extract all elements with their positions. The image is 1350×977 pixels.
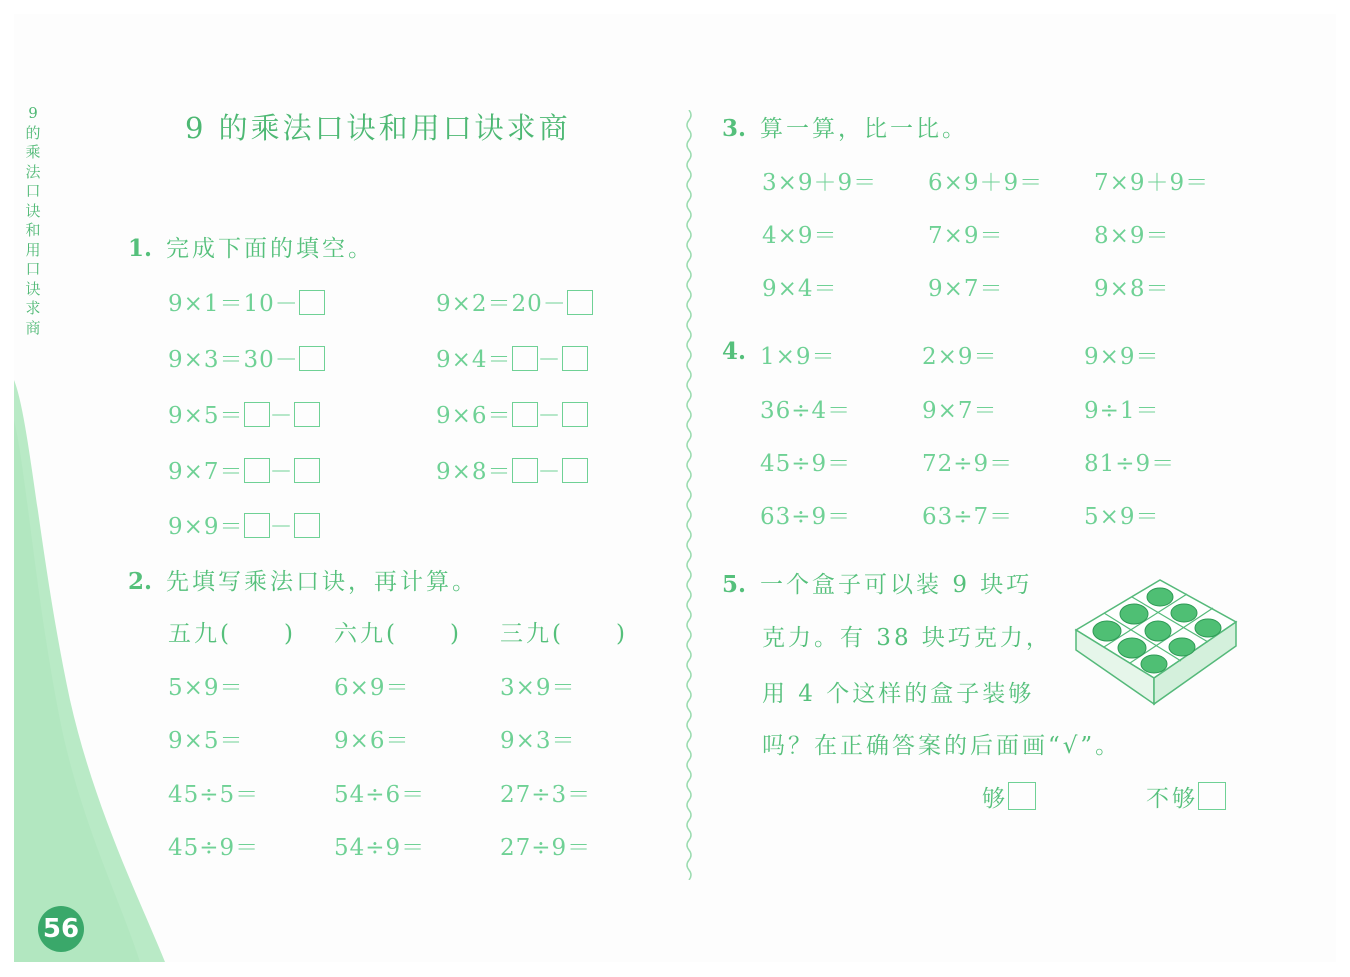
q5-option-no xyxy=(1146,780,1226,813)
q2-cell-r1-c3: 三九( ) xyxy=(500,621,628,647)
q1-item-4 xyxy=(436,341,588,374)
answer-box[interactable] xyxy=(562,458,588,483)
q2-cell-r4-c3: 27÷3＝ xyxy=(500,782,592,808)
q1-item-1 xyxy=(168,285,325,318)
q5-option-yes xyxy=(982,780,1036,813)
q3-cell-r3-c2: 9×7＝ xyxy=(928,276,1004,302)
chocolate-box-illustration xyxy=(1074,578,1239,708)
minus-sign: － xyxy=(537,347,562,373)
minus-sign: － xyxy=(269,403,294,429)
q4-cell-r4-c2: 63÷7＝ xyxy=(922,504,1014,530)
q2-cell-r4-c1: 45÷5＝ xyxy=(168,782,260,808)
q4-cell-r2-c3: 9÷1＝ xyxy=(1084,398,1160,424)
answer-box[interactable] xyxy=(512,346,538,371)
q1-item-7-text: 9×7＝ xyxy=(168,459,244,485)
q1-item-6 xyxy=(436,397,588,430)
q1-item-9-text: 9×9＝ xyxy=(168,514,244,540)
workbook-page xyxy=(14,14,1336,962)
answer-box[interactable] xyxy=(244,513,270,538)
side-title-char: 求 xyxy=(25,299,41,317)
q2-text: 先填写乘法口诀，再计算。 xyxy=(166,569,479,595)
answer-box-yes[interactable] xyxy=(1008,782,1036,810)
side-title-char: 口 xyxy=(25,260,41,278)
q3-heading xyxy=(722,110,968,143)
q5-text-1: 一个盒子可以装 9 块巧 xyxy=(760,572,1033,598)
q2-cell-r5-c3: 27÷9＝ xyxy=(500,835,592,861)
q2-cell-r2-c2: 6×9＝ xyxy=(334,675,410,701)
q2-cell-r3-c1: 9×5＝ xyxy=(168,728,244,754)
side-title-char: 口 xyxy=(25,182,41,200)
side-title-char: 的 xyxy=(25,123,41,142)
q3-text: 算一算，比一比。 xyxy=(760,116,969,142)
q3-number: 3. xyxy=(722,115,747,142)
minus-sign: － xyxy=(269,459,294,485)
answer-box[interactable] xyxy=(294,402,320,427)
side-title-char: 9 xyxy=(28,104,38,122)
q3-cell-r2-c1: 4×9＝ xyxy=(762,223,838,249)
q4-cell-r1-c1: 1×9＝ xyxy=(760,344,836,370)
q3-cell-r3-c1: 9×4＝ xyxy=(762,276,838,302)
q5-line-1 xyxy=(722,566,1032,599)
q1-item-2 xyxy=(436,285,593,318)
q1-item-7 xyxy=(168,453,320,486)
q1-number: 1. xyxy=(128,235,153,262)
minus-sign: － xyxy=(537,403,562,429)
q4-cell-r1-c2: 2×9＝ xyxy=(922,344,998,370)
q1-item-5 xyxy=(168,397,320,430)
answer-box[interactable] xyxy=(294,513,320,538)
answer-box[interactable] xyxy=(244,458,270,483)
q3-cell-r1-c3: 7×9＋9＝ xyxy=(1094,170,1210,196)
q2-heading xyxy=(128,563,478,596)
column-divider xyxy=(684,110,694,880)
answer-box-no[interactable] xyxy=(1198,782,1226,810)
side-title-char: 商 xyxy=(25,318,41,337)
q5-number: 5. xyxy=(722,571,747,598)
q1-text: 完成下面的填空。 xyxy=(166,236,375,262)
q1-item-1-text: 9×1＝10－ xyxy=(168,291,299,317)
answer-box[interactable] xyxy=(512,402,538,427)
side-title-char: 法 xyxy=(25,162,41,181)
minus-sign: － xyxy=(537,459,562,485)
answer-box[interactable] xyxy=(562,346,588,371)
q3-cell-r2-c2: 7×9＝ xyxy=(928,223,1004,249)
q4-cell-r4-c1: 63÷9＝ xyxy=(760,504,852,530)
side-title-char: 乘 xyxy=(25,143,41,161)
q1-item-4-text: 9×4＝ xyxy=(436,347,512,373)
q5-line-2: 克力。有 38 块巧克力， xyxy=(762,625,1052,651)
option-no-label: 不够 xyxy=(1146,786,1198,812)
q3-cell-r3-c3: 9×8＝ xyxy=(1094,276,1170,302)
q1-item-8-text: 9×8＝ xyxy=(436,459,512,485)
q5-line-4: 吗？在正确答案的后面画“√”。 xyxy=(762,733,1122,759)
q2-cell-r4-c2: 54÷6＝ xyxy=(334,782,426,808)
q2-cell-r5-c2: 54÷9＝ xyxy=(334,835,426,861)
q4-cell-r3-c1: 45÷9＝ xyxy=(760,451,852,477)
q4-heading xyxy=(722,338,760,365)
q1-item-5-text: 9×5＝ xyxy=(168,403,244,429)
q1-item-3-text: 9×3＝30－ xyxy=(168,347,299,373)
q1-heading xyxy=(128,230,374,263)
q2-cell-r2-c3: 3×9＝ xyxy=(500,675,576,701)
q4-cell-r2-c2: 9×7＝ xyxy=(922,398,998,424)
page-number: 56 xyxy=(38,906,84,952)
side-vertical-title xyxy=(22,104,44,338)
q1-item-6-text: 9×6＝ xyxy=(436,403,512,429)
option-yes-label: 够 xyxy=(982,786,1008,812)
q2-cell-r2-c1: 5×9＝ xyxy=(168,675,244,701)
q1-item-2-text: 9×2＝20－ xyxy=(436,291,567,317)
q2-cell-r1-c2: 六九( ) xyxy=(334,621,462,647)
q2-cell-r3-c3: 9×3＝ xyxy=(500,728,576,754)
answer-box[interactable] xyxy=(512,458,538,483)
q5-line-3: 用 4 个这样的盒子装够 xyxy=(762,681,1035,707)
q3-cell-r1-c2: 6×9＋9＝ xyxy=(928,170,1044,196)
q2-cell-r5-c1: 45÷9＝ xyxy=(168,835,260,861)
q4-cell-r1-c3: 9×9＝ xyxy=(1084,344,1160,370)
answer-box[interactable] xyxy=(244,402,270,427)
q3-cell-r1-c1: 3×9＋9＝ xyxy=(762,170,878,196)
page-title: 9 的乘法口诀和用口诀求商 xyxy=(185,111,571,145)
answer-box[interactable] xyxy=(294,458,320,483)
side-title-char: 诀 xyxy=(25,279,41,298)
q1-item-8 xyxy=(436,453,588,486)
side-title-char: 用 xyxy=(25,240,41,259)
q4-cell-r3-c2: 72÷9＝ xyxy=(922,451,1014,477)
q2-cell-r1-c1: 五九( ) xyxy=(168,621,296,647)
q2-number: 2. xyxy=(128,568,153,595)
answer-box[interactable] xyxy=(299,290,325,315)
q1-item-9 xyxy=(168,508,320,541)
q4-cell-r3-c3: 81÷9＝ xyxy=(1084,451,1176,477)
q3-cell-r2-c3: 8×9＝ xyxy=(1094,223,1170,249)
q4-cell-r4-c3: 5×9＝ xyxy=(1084,504,1160,530)
side-title-char: 和 xyxy=(25,221,41,239)
q2-cell-r3-c2: 9×6＝ xyxy=(334,728,410,754)
answer-box[interactable] xyxy=(567,290,593,315)
answer-box[interactable] xyxy=(299,346,325,371)
minus-sign: － xyxy=(269,514,294,540)
q1-item-3 xyxy=(168,341,325,374)
side-title-char: 诀 xyxy=(25,201,41,220)
q4-cell-r2-c1: 36÷4＝ xyxy=(760,398,852,424)
answer-box[interactable] xyxy=(562,402,588,427)
q4-number: 4. xyxy=(722,338,747,365)
